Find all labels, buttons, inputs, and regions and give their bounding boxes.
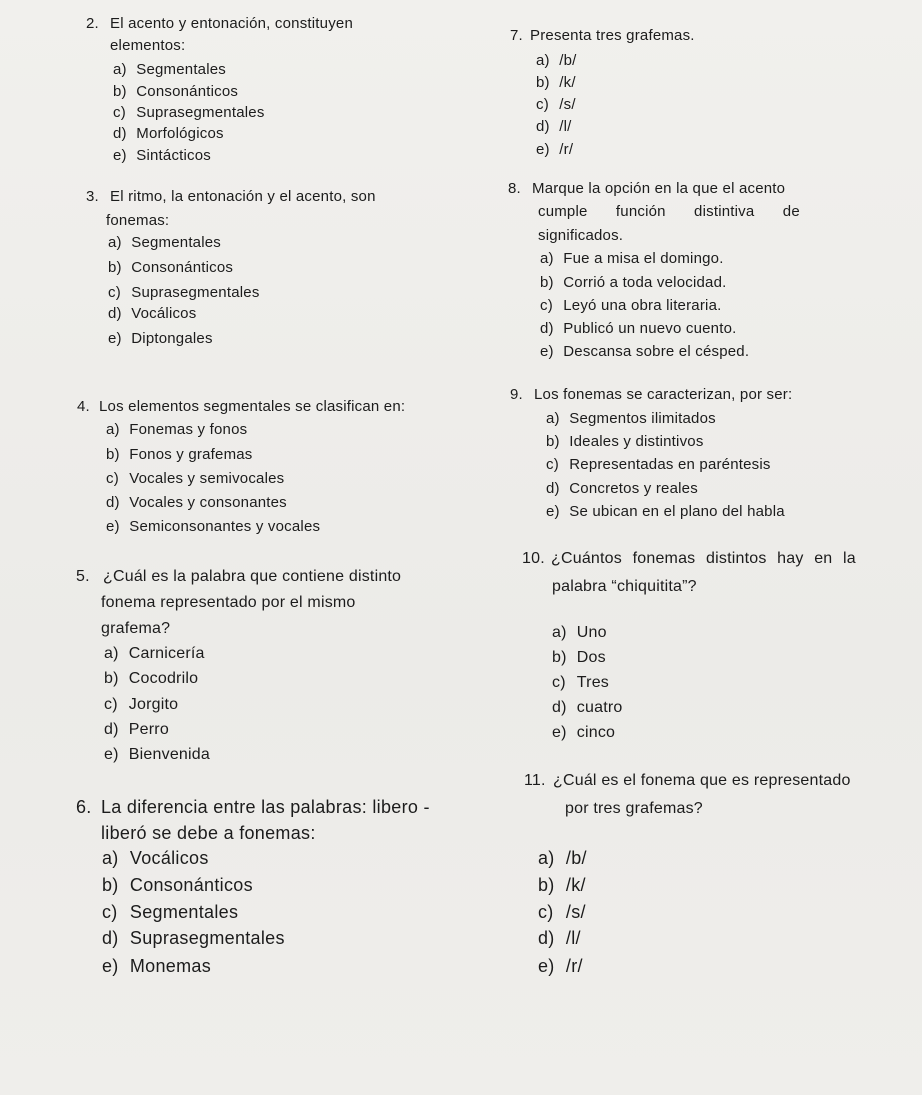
option-d[interactable]: d) Suprasegmentales: [102, 928, 285, 948]
option-d[interactable]: d) Concretos y reales: [546, 480, 698, 497]
option-e[interactable]: e) cinco: [552, 724, 616, 741]
question-stem: liberó se debe a fonemas:: [101, 823, 316, 843]
option-c[interactable]: c) Segmentales: [102, 902, 239, 922]
question-stem: grafema?: [101, 620, 171, 637]
option-b[interactable]: b) Consonánticos: [102, 875, 253, 895]
option-c[interactable]: c) Jorgito: [104, 696, 179, 713]
option-c[interactable]: c) Leyó una obra literaria.: [540, 297, 722, 314]
option-c[interactable]: c) Suprasegmentales: [108, 284, 260, 301]
question-number: 7.: [510, 27, 523, 44]
option-a[interactable]: a) Fue a misa el domingo.: [540, 250, 724, 267]
question-stem: ¿Cuántos fonemas distintos hay en la: [551, 550, 856, 567]
question-stem: Los fonemas se caracterizan, por ser:: [534, 386, 793, 403]
option-e[interactable]: e) /r/: [536, 141, 574, 158]
option-e[interactable]: e) /r/: [538, 956, 583, 976]
question-stem: ¿Cuál es la palabra que contiene distinto: [103, 568, 402, 585]
option-c[interactable]: c) Tres: [552, 674, 610, 691]
option-e[interactable]: e) Descansa sobre el césped.: [540, 343, 750, 360]
option-a[interactable]: a) Carnicería: [104, 645, 205, 662]
option-d[interactable]: d) Vocálicos: [108, 305, 197, 322]
question-number: 5.: [76, 568, 90, 585]
option-d[interactable]: d) Perro: [104, 721, 169, 738]
question-stem: fonema representado por el mismo: [101, 594, 356, 611]
question-stem: Los elementos segmentales se clasifican en:: [99, 398, 406, 415]
question-stem: fonemas:: [106, 212, 170, 229]
question-number: 6.: [76, 797, 92, 817]
option-e[interactable]: e) Se ubican en el plano del habla: [546, 503, 785, 520]
question-number: 9.: [510, 386, 523, 403]
option-b[interactable]: b) /k/: [536, 74, 576, 91]
option-a[interactable]: a) Vocálicos: [102, 848, 209, 868]
question-number: 11.: [524, 772, 546, 789]
question-stem: palabra “chiquitita”?: [552, 578, 697, 595]
option-a[interactable]: a) Uno: [552, 624, 607, 641]
question-stem: ¿Cuál es el fonema que es representado: [553, 772, 851, 789]
option-b[interactable]: b) Cocodrilo: [104, 670, 199, 687]
option-d[interactable]: d) cuatro: [552, 699, 623, 716]
option-c[interactable]: c) Vocales y semivocales: [106, 470, 285, 487]
option-c[interactable]: c) /s/: [538, 902, 586, 922]
option-a[interactable]: a) Segmentales: [108, 234, 222, 251]
option-e[interactable]: e) Monemas: [102, 956, 212, 976]
option-d[interactable]: d) Vocales y consonantes: [106, 494, 287, 511]
option-e[interactable]: e) Bienvenida: [104, 746, 210, 763]
option-a[interactable]: a) Segmentales: [113, 61, 227, 78]
option-b[interactable]: b) Consonánticos: [108, 259, 234, 276]
question-number: 2.: [86, 15, 99, 32]
option-d[interactable]: d) Morfológicos: [113, 125, 224, 142]
question-stem: Marque la opción en la que el acento: [532, 180, 786, 197]
option-d[interactable]: d) /l/: [536, 118, 572, 135]
question-stem: elementos:: [110, 37, 186, 54]
option-c[interactable]: c) Suprasegmentales: [113, 104, 265, 121]
option-a[interactable]: a) Segmentos ilimitados: [546, 410, 716, 427]
option-c[interactable]: c) /s/: [536, 96, 576, 113]
question-stem: por tres grafemas?: [565, 800, 703, 817]
option-b[interactable]: b) Dos: [552, 649, 606, 666]
question-stem: El ritmo, la entonación y el acento, son: [110, 188, 376, 205]
option-e[interactable]: e) Semiconsonantes y vocales: [106, 518, 321, 535]
question-stem: Presenta tres grafemas.: [530, 27, 695, 44]
question-number: 4.: [77, 398, 90, 415]
option-d[interactable]: d) Publicó un nuevo cuento.: [540, 320, 737, 337]
question-stem: La diferencia entre las palabras: libero -: [101, 797, 430, 817]
option-a[interactable]: a) Fonemas y fonos: [106, 421, 248, 438]
option-a[interactable]: a) /b/: [536, 52, 577, 69]
question-stem: El acento y entonación, constituyen: [110, 15, 353, 32]
option-c[interactable]: c) Representadas en paréntesis: [546, 456, 771, 473]
option-a[interactable]: a) /b/: [538, 848, 587, 868]
option-b[interactable]: b) Consonánticos: [113, 83, 239, 100]
option-b[interactable]: b) /k/: [538, 875, 586, 895]
question-number: 3.: [86, 188, 99, 205]
option-b[interactable]: b) Ideales y distintivos: [546, 433, 704, 450]
option-b[interactable]: b) Fonos y grafemas: [106, 446, 253, 463]
question-stem: significados.: [538, 227, 624, 244]
question-number: 10.: [522, 550, 545, 567]
option-e[interactable]: e) Diptongales: [108, 330, 213, 347]
option-b[interactable]: b) Corrió a toda velocidad.: [540, 274, 727, 291]
option-e[interactable]: e) Sintácticos: [113, 147, 211, 164]
question-number: 8.: [508, 180, 521, 197]
question-stem: cumple función distintiva de: [538, 203, 800, 220]
option-d[interactable]: d) /l/: [538, 928, 581, 948]
